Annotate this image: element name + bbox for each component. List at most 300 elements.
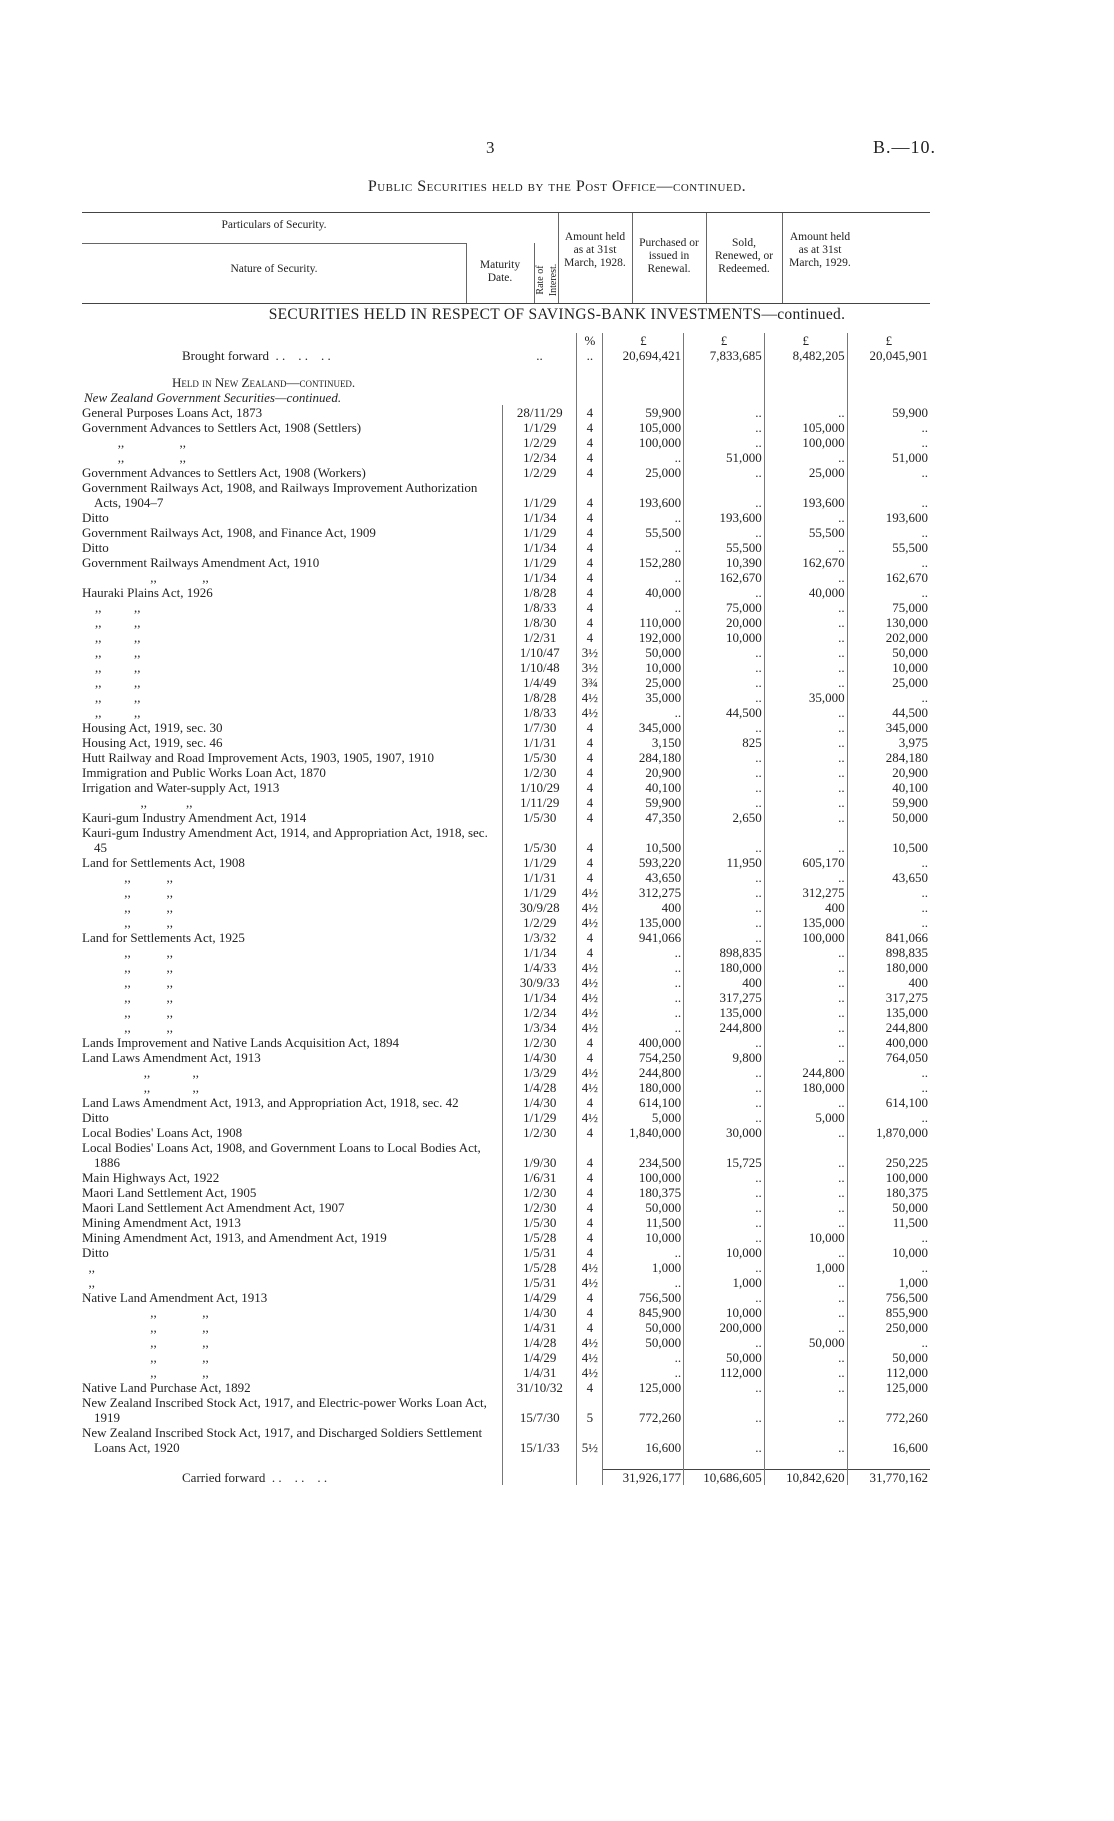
rate-cell: 5 bbox=[577, 1395, 603, 1425]
nature-cell: Government Railways Amendment Act, 1910 bbox=[82, 555, 320, 570]
sold-cell: .. bbox=[764, 1125, 847, 1140]
table-row bbox=[82, 510, 930, 525]
sold-cell: 100,000 bbox=[764, 435, 847, 450]
rate-cell: 4 bbox=[577, 420, 603, 435]
maturity-cell: 1/2/30 bbox=[503, 765, 577, 780]
table-row bbox=[82, 975, 930, 990]
held-1929-cell: 100,000 bbox=[847, 1170, 930, 1185]
purchased-cell: 135,000 bbox=[684, 1005, 765, 1020]
sold-cell: .. bbox=[764, 1290, 847, 1305]
rate-cell: 4 bbox=[577, 525, 603, 540]
rate-cell: 4½ bbox=[577, 975, 603, 990]
purchased-cell: .. bbox=[684, 885, 765, 900]
sold-cell: .. bbox=[764, 720, 847, 735]
held-1928-cell: .. bbox=[603, 540, 684, 555]
purchased-cell: .. bbox=[684, 480, 765, 510]
maturity-cell: 1/1/34 bbox=[503, 990, 577, 1005]
table-row bbox=[82, 1275, 930, 1290]
held-1929-cell: 130,000 bbox=[847, 615, 930, 630]
purchased-cell: 112,000 bbox=[684, 1365, 765, 1380]
purchased-cell: .. bbox=[684, 1425, 765, 1455]
purchased-cell: 193,600 bbox=[684, 510, 765, 525]
rate-cell: 4½ bbox=[577, 1080, 603, 1095]
held-1929-cell: 25,000 bbox=[847, 675, 930, 690]
held-1929-cell: 400 bbox=[847, 975, 930, 990]
sold-cell: .. bbox=[764, 810, 847, 825]
maturity-cell: 1/11/29 bbox=[503, 795, 577, 810]
purchased-cell: 180,000 bbox=[684, 960, 765, 975]
held-1928-cell: .. bbox=[603, 1365, 684, 1380]
held-1929-cell: .. bbox=[847, 690, 930, 705]
held-1929-cell: 855,900 bbox=[847, 1305, 930, 1320]
sold-cell: 8,482,205 bbox=[764, 348, 847, 363]
table-row bbox=[82, 720, 930, 735]
rate-cell: 4½ bbox=[577, 1020, 603, 1035]
table-row bbox=[82, 690, 930, 705]
table-row bbox=[82, 1185, 930, 1200]
table-row bbox=[82, 1110, 930, 1125]
held-1929-cell: 764,050 bbox=[847, 1050, 930, 1065]
currency-symbol: £ bbox=[684, 333, 765, 348]
purchased-cell: .. bbox=[684, 1095, 765, 1110]
purchased-cell: .. bbox=[684, 1035, 765, 1050]
sold-cell: .. bbox=[764, 705, 847, 720]
sold-cell: 135,000 bbox=[764, 915, 847, 930]
held-1928-cell: 754,250 bbox=[603, 1050, 684, 1065]
purchased-cell: 20,000 bbox=[684, 615, 765, 630]
maturity-cell: 1/2/29 bbox=[503, 915, 577, 930]
table-row bbox=[82, 825, 930, 855]
rate-cell: 4 bbox=[577, 1170, 603, 1185]
carried-forward-label: Carried forward . . . . . . bbox=[182, 1469, 328, 1485]
held-1929-cell: .. bbox=[847, 465, 930, 480]
held-1929-cell: .. bbox=[847, 525, 930, 540]
rate-cell: 4 bbox=[577, 555, 603, 570]
purchased-cell: 11,950 bbox=[684, 855, 765, 870]
sold-cell: .. bbox=[764, 1035, 847, 1050]
sold-cell: .. bbox=[764, 630, 847, 645]
sold-cell: .. bbox=[764, 1140, 847, 1170]
held-1929-cell: 31,770,162 bbox=[847, 1469, 930, 1485]
maturity-cell: 1/4/30 bbox=[503, 1050, 577, 1065]
held-1928-cell: 47,350 bbox=[603, 810, 684, 825]
header-held-1929: Amount held as at 31st March, 1929. bbox=[789, 231, 851, 269]
rate-cell bbox=[577, 1469, 603, 1485]
held-1928-cell: 50,000 bbox=[603, 1200, 684, 1215]
maturity-cell: 1/5/28 bbox=[503, 1260, 577, 1275]
sold-cell: .. bbox=[764, 600, 847, 615]
sold-cell: .. bbox=[764, 825, 847, 855]
held-1929-cell: 841,066 bbox=[847, 930, 930, 945]
purchased-cell: 51,000 bbox=[684, 450, 765, 465]
held-1929-cell: .. bbox=[847, 585, 930, 600]
nature-cell: Housing Act, 1919, sec. 46 bbox=[82, 735, 223, 750]
held-1929-cell: 16,600 bbox=[847, 1425, 930, 1455]
purchased-cell: 75,000 bbox=[684, 600, 765, 615]
sold-cell: 100,000 bbox=[764, 930, 847, 945]
sold-cell: .. bbox=[764, 1245, 847, 1260]
header-sold: Sold, Renewed, or Redeemed. bbox=[714, 237, 774, 275]
held-1929-cell: 250,000 bbox=[847, 1320, 930, 1335]
purchased-cell: 898,835 bbox=[684, 945, 765, 960]
held-1928-cell: .. bbox=[603, 1350, 684, 1365]
table-row bbox=[82, 675, 930, 690]
held-1929-cell: 180,000 bbox=[847, 960, 930, 975]
held-1928-cell: 244,800 bbox=[603, 1065, 684, 1080]
nature-cell: Ditto bbox=[82, 1245, 109, 1260]
maturity-cell: 1/4/49 bbox=[503, 675, 577, 690]
maturity-cell: 1/2/34 bbox=[503, 1005, 577, 1020]
maturity-cell: 1/2/30 bbox=[503, 1185, 577, 1200]
purchased-cell: .. bbox=[684, 780, 765, 795]
held-1929-cell: 10,000 bbox=[847, 660, 930, 675]
securities-table bbox=[82, 333, 930, 1485]
held-1928-cell: 31,926,177 bbox=[603, 1469, 684, 1485]
rate-cell: 4 bbox=[577, 1290, 603, 1305]
held-1928-cell: .. bbox=[603, 570, 684, 585]
sold-cell: .. bbox=[764, 795, 847, 810]
nature-cell: ,, ,, bbox=[82, 945, 173, 960]
subheading-row bbox=[82, 375, 930, 390]
maturity-cell: 1/5/30 bbox=[503, 750, 577, 765]
table-row bbox=[82, 750, 930, 765]
rate-cell: 4 bbox=[577, 825, 603, 855]
held-1928-cell: 180,000 bbox=[603, 1080, 684, 1095]
purchased-cell: 1,000 bbox=[684, 1275, 765, 1290]
nature-cell: ,, ,, bbox=[82, 660, 141, 675]
maturity-cell: 1/1/34 bbox=[503, 945, 577, 960]
nature-cell: Maori Land Settlement Act, 1905 bbox=[82, 1185, 257, 1200]
currency-symbol: £ bbox=[764, 333, 847, 348]
held-1929-cell: .. bbox=[847, 855, 930, 870]
document-reference: B.—10. bbox=[872, 137, 936, 157]
held-1928-cell: 59,900 bbox=[603, 405, 684, 420]
nature-cell: Government Railways Act, 1908, and Finance Act, 1909 bbox=[82, 525, 376, 540]
purchased-cell: 9,800 bbox=[684, 1050, 765, 1065]
held-1929-cell: 50,000 bbox=[847, 1350, 930, 1365]
table-row bbox=[82, 1290, 930, 1305]
maturity-cell: 1/3/29 bbox=[503, 1065, 577, 1080]
sold-cell: .. bbox=[764, 510, 847, 525]
rate-cell: 4 bbox=[577, 1230, 603, 1245]
held-1928-cell: 941,066 bbox=[603, 930, 684, 945]
nature-cell: ,, ,, bbox=[82, 1065, 199, 1080]
held-1929-cell: 50,000 bbox=[847, 645, 930, 660]
purchased-cell: .. bbox=[684, 915, 765, 930]
purchased-cell: .. bbox=[684, 1080, 765, 1095]
held-1929-cell: 51,000 bbox=[847, 450, 930, 465]
maturity-cell: 30/9/28 bbox=[503, 900, 577, 915]
maturity-cell: 1/8/33 bbox=[503, 600, 577, 615]
held-1928-cell: 234,500 bbox=[603, 1140, 684, 1170]
held-1929-cell: 317,275 bbox=[847, 990, 930, 1005]
maturity-cell: 1/3/34 bbox=[503, 1020, 577, 1035]
held-1929-cell: .. bbox=[847, 1230, 930, 1245]
nature-cell: Hauraki Plains Act, 1926 bbox=[82, 585, 213, 600]
rate-cell: 4½ bbox=[577, 990, 603, 1005]
nature-cell: ,, ,, bbox=[82, 600, 141, 615]
held-1929-cell: 10,500 bbox=[847, 825, 930, 855]
maturity-cell: 1/2/30 bbox=[503, 1200, 577, 1215]
purchased-cell: .. bbox=[684, 900, 765, 915]
held-1929-cell: 112,000 bbox=[847, 1365, 930, 1380]
rate-cell: 4 bbox=[577, 930, 603, 945]
rate-cell: 4½ bbox=[577, 1275, 603, 1290]
held-1928-cell: .. bbox=[603, 960, 684, 975]
nature-cell: ,, ,, bbox=[82, 975, 173, 990]
rate-cell: 4 bbox=[577, 1215, 603, 1230]
sold-cell: .. bbox=[764, 675, 847, 690]
held-1929-cell: 756,500 bbox=[847, 1290, 930, 1305]
held-1928-cell: 59,900 bbox=[603, 795, 684, 810]
table-row bbox=[82, 1170, 930, 1185]
table-row bbox=[82, 600, 930, 615]
nature-cell: ,, ,, bbox=[82, 960, 173, 975]
maturity-cell: 1/1/29 bbox=[503, 480, 577, 510]
table-row bbox=[82, 1200, 930, 1215]
held-1929-cell: 11,500 bbox=[847, 1215, 930, 1230]
table-row bbox=[82, 540, 930, 555]
rate-cell: 4 bbox=[577, 1095, 603, 1110]
maturity-cell: 1/4/30 bbox=[503, 1305, 577, 1320]
table-row bbox=[82, 855, 930, 870]
table-row bbox=[82, 1020, 930, 1035]
table-row bbox=[82, 1245, 930, 1260]
table-row bbox=[82, 480, 930, 510]
table-row bbox=[82, 420, 930, 435]
held-1929-cell: 44,500 bbox=[847, 705, 930, 720]
held-1929-cell: .. bbox=[847, 435, 930, 450]
held-1928-cell: 614,100 bbox=[603, 1095, 684, 1110]
table-row bbox=[82, 1065, 930, 1080]
sold-cell: .. bbox=[764, 1275, 847, 1290]
held-1929-cell: 3,975 bbox=[847, 735, 930, 750]
nature-cell: Native Land Purchase Act, 1892 bbox=[82, 1380, 251, 1395]
header-maturity: Maturity Date. bbox=[479, 259, 521, 284]
held-1928-cell: 105,000 bbox=[603, 420, 684, 435]
sold-cell: 25,000 bbox=[764, 465, 847, 480]
maturity-cell: 1/5/30 bbox=[503, 1215, 577, 1230]
held-1928-cell: 16,600 bbox=[603, 1425, 684, 1455]
held-1928-cell: .. bbox=[603, 990, 684, 1005]
nature-cell: ,, ,, bbox=[82, 1005, 173, 1020]
currency-row bbox=[82, 333, 930, 348]
nature-cell: ,, ,, bbox=[82, 690, 141, 705]
rate-cell: 4 bbox=[577, 1050, 603, 1065]
nature-cell: Lands Improvement and Native Lands Acquisition Act, 1894 bbox=[82, 1035, 399, 1050]
held-1928-cell: 10,500 bbox=[603, 825, 684, 855]
held-1928-cell: 40,000 bbox=[603, 585, 684, 600]
rate-cell: 4½ bbox=[577, 1335, 603, 1350]
held-1929-cell: .. bbox=[847, 420, 930, 435]
table-row bbox=[82, 615, 930, 630]
sold-cell: .. bbox=[764, 1170, 847, 1185]
held-1929-cell: .. bbox=[847, 1080, 930, 1095]
purchased-cell: 10,686,605 bbox=[684, 1469, 765, 1485]
held-1928-cell: 25,000 bbox=[603, 465, 684, 480]
rate-cell: 4 bbox=[577, 765, 603, 780]
held-1928-cell: 1,000 bbox=[603, 1260, 684, 1275]
held-1929-cell: 135,000 bbox=[847, 1005, 930, 1020]
rate-cell: 4 bbox=[577, 870, 603, 885]
held-1929-cell: 125,000 bbox=[847, 1380, 930, 1395]
maturity-cell: 1/5/31 bbox=[503, 1275, 577, 1290]
sold-cell: 40,000 bbox=[764, 585, 847, 600]
table-row bbox=[82, 570, 930, 585]
table-row bbox=[82, 645, 930, 660]
purchased-cell: .. bbox=[684, 525, 765, 540]
rate-cell: 4 bbox=[577, 1380, 603, 1395]
nature-cell: Ditto bbox=[82, 1110, 109, 1125]
nature-cell: Government Advances to Settlers Act, 1908 (Workers) bbox=[82, 465, 366, 480]
held-1929-cell: 180,375 bbox=[847, 1185, 930, 1200]
held-1928-cell: 1,840,000 bbox=[603, 1125, 684, 1140]
purchased-cell: .. bbox=[684, 765, 765, 780]
purchased-cell: 10,000 bbox=[684, 1245, 765, 1260]
rate-cell: 4 bbox=[577, 795, 603, 810]
table-row bbox=[82, 1395, 930, 1425]
table-row bbox=[82, 1380, 930, 1395]
sold-cell: .. bbox=[764, 1095, 847, 1110]
table-row bbox=[82, 810, 930, 825]
held-1928-cell: .. bbox=[603, 705, 684, 720]
sold-cell: .. bbox=[764, 1215, 847, 1230]
maturity-cell: 1/1/29 bbox=[503, 555, 577, 570]
subheading-nz-government: New Zealand Government Securities—continued. bbox=[84, 390, 342, 405]
table-row bbox=[82, 555, 930, 570]
sold-cell: .. bbox=[764, 1350, 847, 1365]
held-1928-cell: 43,650 bbox=[603, 870, 684, 885]
table-row bbox=[82, 705, 930, 720]
purchased-cell: 400 bbox=[684, 975, 765, 990]
held-1929-cell: 1,000 bbox=[847, 1275, 930, 1290]
held-1929-cell: 250,225 bbox=[847, 1140, 930, 1170]
purchased-cell: 244,800 bbox=[684, 1020, 765, 1035]
sold-cell: 35,000 bbox=[764, 690, 847, 705]
held-1928-cell: 11,500 bbox=[603, 1215, 684, 1230]
held-1929-cell: 40,100 bbox=[847, 780, 930, 795]
sold-cell: .. bbox=[764, 960, 847, 975]
maturity-cell: 1/8/33 bbox=[503, 705, 577, 720]
held-1928-cell: 5,000 bbox=[603, 1110, 684, 1125]
held-1928-cell: 50,000 bbox=[603, 645, 684, 660]
purchased-cell: 7,833,685 bbox=[684, 348, 765, 363]
held-1928-cell: 193,600 bbox=[603, 480, 684, 510]
nature-cell: Ditto bbox=[82, 510, 109, 525]
rate-cell: 4 bbox=[577, 600, 603, 615]
rate-cell: 4 bbox=[577, 435, 603, 450]
held-1928-cell: 100,000 bbox=[603, 435, 684, 450]
held-1929-cell: .. bbox=[847, 1260, 930, 1275]
nature-cell: ,, ,, bbox=[82, 705, 141, 720]
rate-cell: 3¾ bbox=[577, 675, 603, 690]
table-row bbox=[82, 405, 930, 420]
sold-cell: 5,000 bbox=[764, 1110, 847, 1125]
rate-cell: 4 bbox=[577, 1305, 603, 1320]
maturity-cell: 1/2/34 bbox=[503, 450, 577, 465]
sold-cell: .. bbox=[764, 1050, 847, 1065]
held-1929-cell: 898,835 bbox=[847, 945, 930, 960]
nature-cell: Government Advances to Settlers Act, 1908 (Settlers) bbox=[82, 420, 362, 435]
sold-cell: 1,000 bbox=[764, 1260, 847, 1275]
table-row bbox=[82, 915, 930, 930]
sold-cell: .. bbox=[764, 1185, 847, 1200]
held-1929-cell: 20,045,901 bbox=[847, 348, 930, 363]
table-row bbox=[82, 930, 930, 945]
held-1929-cell: 345,000 bbox=[847, 720, 930, 735]
rate-cell: 4 bbox=[577, 1200, 603, 1215]
table-row bbox=[82, 1305, 930, 1320]
table-row bbox=[82, 1125, 930, 1140]
nature-cell: Maori Land Settlement Act Amendment Act, 1907 bbox=[82, 1200, 345, 1215]
purchased-cell: .. bbox=[684, 585, 765, 600]
table-row bbox=[82, 900, 930, 915]
rate-cell: 4 bbox=[577, 465, 603, 480]
maturity-cell: 28/11/29 bbox=[503, 405, 577, 420]
maturity-cell: 1/4/31 bbox=[503, 1320, 577, 1335]
sold-cell: .. bbox=[764, 750, 847, 765]
rate-cell: 4 bbox=[577, 1320, 603, 1335]
maturity-cell: 1/4/29 bbox=[503, 1350, 577, 1365]
table-row bbox=[82, 1320, 930, 1335]
maturity-cell: 1/5/31 bbox=[503, 1245, 577, 1260]
rate-cell: 4 bbox=[577, 510, 603, 525]
maturity-cell: 1/4/33 bbox=[503, 960, 577, 975]
header-particulars: Particulars of Security. bbox=[221, 219, 327, 231]
held-1929-cell: 43,650 bbox=[847, 870, 930, 885]
rate-cell: .. bbox=[577, 348, 603, 363]
rate-cell: 4½ bbox=[577, 1260, 603, 1275]
rate-cell: 4½ bbox=[577, 705, 603, 720]
purchased-cell: .. bbox=[684, 645, 765, 660]
purchased-cell: .. bbox=[684, 675, 765, 690]
rate-cell: 4 bbox=[577, 405, 603, 420]
header-nature: Nature of Security. bbox=[230, 263, 318, 275]
subheading-row bbox=[82, 390, 930, 405]
currency-symbol: £ bbox=[847, 333, 930, 348]
nature-cell: ,, ,, bbox=[82, 900, 173, 915]
purchased-cell: 10,000 bbox=[684, 630, 765, 645]
purchased-cell: 15,725 bbox=[684, 1140, 765, 1170]
held-1928-cell: .. bbox=[603, 975, 684, 990]
held-1928-cell: 345,000 bbox=[603, 720, 684, 735]
maturity-cell: 1/4/28 bbox=[503, 1335, 577, 1350]
rate-cell: 5½ bbox=[577, 1425, 603, 1455]
purchased-cell: .. bbox=[684, 825, 765, 855]
purchased-cell: .. bbox=[684, 1110, 765, 1125]
nature-cell: Government Railways Act, 1908, and Railways Improvement Authorization Acts, 1904–7 bbox=[82, 480, 478, 510]
table-row bbox=[82, 1425, 930, 1455]
table-row bbox=[82, 870, 930, 885]
held-1929-cell: 162,670 bbox=[847, 570, 930, 585]
sold-cell: .. bbox=[764, 1005, 847, 1020]
sold-cell: .. bbox=[764, 660, 847, 675]
purchased-cell: .. bbox=[684, 1185, 765, 1200]
sold-cell: 55,500 bbox=[764, 525, 847, 540]
nature-cell: New Zealand Inscribed Stock Act, 1917, and Electric-power Works Loan Act, 1919 bbox=[82, 1395, 487, 1425]
maturity-cell bbox=[503, 1469, 577, 1485]
nature-cell: ,, ,, bbox=[82, 570, 209, 585]
maturity-cell: 1/1/34 bbox=[503, 570, 577, 585]
purchased-cell: .. bbox=[684, 1215, 765, 1230]
held-1929-cell: 772,260 bbox=[847, 1395, 930, 1425]
sold-cell: 105,000 bbox=[764, 420, 847, 435]
purchased-cell: 10,390 bbox=[684, 555, 765, 570]
table-row bbox=[82, 1350, 930, 1365]
nature-cell: Kauri-gum Industry Amendment Act, 1914, and Appropriation Act, 1918, sec. 45 bbox=[82, 825, 488, 855]
rate-cell: 4½ bbox=[577, 960, 603, 975]
table-row bbox=[82, 1365, 930, 1380]
